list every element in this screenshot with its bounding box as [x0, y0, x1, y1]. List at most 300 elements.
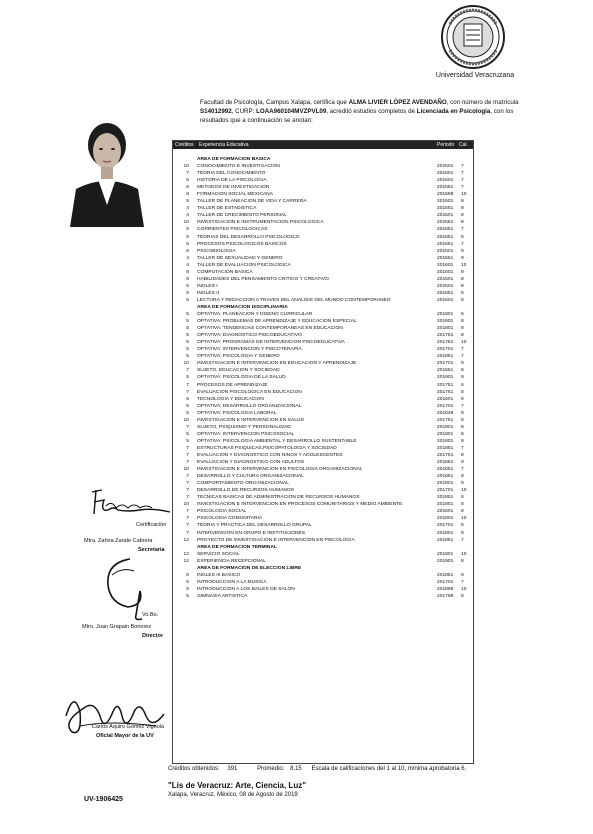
grade-cell: 9 — [461, 326, 464, 332]
table-row — [173, 424, 473, 431]
period-cell: 201501 — [437, 283, 454, 289]
table-row — [173, 318, 473, 325]
grade-cell: 7 — [461, 354, 464, 360]
grade-cell: 7 — [461, 579, 464, 585]
period-cell: 201651 — [437, 467, 454, 473]
period-cell: 201651 — [437, 474, 454, 480]
secretary-name: Mtra. Zahira Zarate Cabrera — [84, 538, 153, 544]
subject-cell: EVALUACION PSICOLOGICA EN EDUCACION — [197, 389, 302, 395]
grade-cell: 8 — [461, 213, 464, 219]
table-row — [173, 431, 473, 438]
credits-cell: 5 — [186, 410, 189, 416]
grade-cell: 8 — [461, 431, 464, 437]
subject-cell: OPTATIVA: PSICOLOGIA Y GENERO — [197, 354, 280, 360]
period-cell: 201801 — [437, 502, 454, 508]
grade-cell: 7 — [461, 178, 464, 184]
subject-cell: COMPORTAMIENTO ORGANIZACIONAL — [197, 481, 289, 487]
table-row — [173, 494, 473, 501]
table-row — [173, 480, 473, 487]
credits-cell: 12 — [183, 537, 189, 543]
period-cell: 201551 — [437, 206, 454, 212]
subject-cell: ESTRUCTURAS PSIQUICAS,PSICOPATOLOGIA Y SOCIEDAD — [197, 445, 337, 451]
grade-cell: 10 — [461, 516, 467, 522]
table-row — [173, 551, 473, 558]
table-row — [173, 417, 473, 424]
subject-cell: OPTATIVA: INTERVENCION PSICOSOCIAL — [197, 431, 295, 437]
credits-cell: 7 — [186, 474, 189, 480]
grade-cell: 9 — [461, 361, 464, 367]
grade-cell: 7 — [461, 227, 464, 233]
period-cell: 201801 — [437, 530, 454, 536]
grade-cell: 9 — [461, 460, 464, 466]
credits-cell: 5 — [186, 340, 189, 346]
table-row — [173, 367, 473, 374]
university-seal — [440, 4, 506, 70]
credits-cell: 6 — [186, 396, 189, 402]
credits-cell: 7 — [186, 368, 189, 374]
director-title: Director — [142, 633, 164, 639]
subject-cell: TALLER DE PLANEACION DE VIDA Y CARRERA — [197, 199, 307, 205]
period-cell: 201551 — [437, 234, 454, 240]
credits-cell: 4 — [186, 213, 189, 219]
grade-cell: 9 — [461, 199, 464, 205]
subject-cell: OPTATIVA: INTERVENCION Y PSICOTERAPIA — [197, 347, 302, 353]
subject-cell: INGLES II — [197, 290, 220, 296]
subject-cell: INGLES I — [197, 283, 218, 289]
grade-cell: 8 — [461, 333, 464, 339]
subject-cell: OPTATIVA: PSICOLOGIA LABORAL — [197, 410, 277, 416]
table-row — [173, 248, 473, 255]
period-cell: 201501 — [437, 199, 454, 205]
period-cell: 201801 — [437, 481, 454, 487]
table-row — [173, 198, 473, 205]
period-cell: 201501 — [437, 297, 454, 303]
table-row — [173, 332, 473, 339]
period-cell: 201701 — [437, 361, 454, 367]
credits-cell: 12 — [183, 558, 189, 564]
subject-cell: INVESTIGACION E INTERVENCION EN PSICOLOGIA ORGANIZACIONAL — [197, 467, 363, 473]
grade-cell: 8 — [461, 523, 464, 529]
grade-cell: 9 — [461, 572, 464, 578]
grade-cell: 7 — [461, 347, 464, 353]
table-row — [173, 177, 473, 184]
table-row — [173, 522, 473, 529]
table-row — [173, 353, 473, 360]
period-cell: 201588 — [437, 192, 454, 198]
table-row — [173, 269, 473, 276]
credits-cell: 7 — [186, 523, 189, 529]
table-row — [173, 452, 473, 459]
table-row — [173, 212, 473, 219]
credits-cell: 6 — [186, 227, 189, 233]
table-row — [173, 290, 473, 297]
subject-cell: GIMNASIA ARTISTICA — [197, 593, 248, 599]
table-row — [173, 403, 473, 410]
university-name: Universidad Veracruzana — [435, 72, 515, 79]
table-row — [173, 445, 473, 452]
credits-cell: 7 — [186, 452, 189, 458]
credits-cell: 5 — [186, 375, 189, 381]
credits-cell: 5 — [186, 403, 189, 409]
grade-cell: 7 — [461, 403, 464, 409]
period-cell: 201888 — [437, 586, 454, 592]
table-row — [173, 529, 473, 536]
grade-scale: Escala de calificaciones del 1 al 10, mínima aprobatoria 6. — [311, 766, 467, 772]
grade-cell: 8 — [461, 319, 464, 325]
grade-cell: 7 — [461, 467, 464, 473]
table-row — [173, 593, 473, 600]
area-heading — [173, 156, 473, 163]
director-name: Mtro. Juan Grapain Bonorez — [82, 624, 152, 630]
certification-label: Certificación — [136, 522, 167, 528]
subject-cell: PSICOLOGIA SOCIAL — [197, 509, 247, 515]
area-heading — [173, 544, 473, 551]
period-cell: 201501 — [437, 171, 454, 177]
subject-cell: SUJETO, PSIQUISMO Y PERSONALIDAD — [197, 424, 291, 430]
table-row — [173, 163, 473, 170]
subject-cell: LECTURA Y REDACCION A TRAVES DEL ANALISIS DEL MUNDO CONTEMPORANEO — [197, 297, 391, 303]
subject-cell: PROCESOS PSICOLOGICOS BASICOS — [197, 241, 287, 247]
grade-cell: 9 — [461, 248, 464, 254]
subject-cell: INTERVENCION EN GRUPO E INSTITUCIONES — [197, 530, 306, 536]
table-row — [173, 410, 473, 417]
grade-cell: 8 — [461, 276, 464, 282]
student-name: ALMA LIVIER LÓPEZ AVENDAÑO — [348, 99, 447, 106]
credits-cell: 10 — [183, 417, 189, 423]
curp: LOAA960104MVZPVL09 — [256, 108, 327, 115]
period-cell: 201551 — [437, 241, 454, 247]
table-row — [173, 241, 473, 248]
average-value: 8.15 — [290, 766, 302, 772]
subject-cell: TALLER DE ESTADISTICA — [197, 206, 257, 212]
grade-cell: 6 — [461, 382, 464, 388]
period-cell: 201651 — [437, 460, 454, 466]
table-row — [173, 255, 473, 262]
period-cell: 201551 — [437, 290, 454, 296]
document-code: UV-1906425 — [84, 796, 123, 803]
table-row — [173, 226, 473, 233]
grade-cell: 10 — [461, 586, 467, 592]
subject-cell: TEORIAS DEL DESARROLLO PSICOLOGICO — [197, 234, 300, 240]
grade-cell: 8 — [461, 452, 464, 458]
period-cell: 201751 — [437, 389, 454, 395]
subject-cell: INVESTIGACION E INSTRUMENTACION PSICOLOGICA — [197, 220, 324, 226]
period-cell: 201551 — [437, 227, 454, 233]
table-row — [173, 473, 473, 480]
grade-cell: 10 — [461, 551, 467, 557]
credits-cell: 5 — [186, 312, 189, 318]
grade-cell: 8 — [461, 389, 464, 395]
vobo-label: Vo.Bo. — [142, 612, 159, 618]
table-row — [173, 219, 473, 226]
table-row — [173, 579, 473, 586]
subject-cell: OPTATIVA: PLANEACION Y DISEÑO CURRICULAR — [197, 312, 313, 318]
table-row — [173, 297, 473, 304]
credits-cell: 6 — [186, 283, 189, 289]
subject-cell: SUJETO, EDUCACION Y SOCIEDAD — [197, 368, 280, 374]
grade-cell: 8 — [461, 502, 464, 508]
credits-cell: 7 — [186, 460, 189, 466]
subject-cell: PROCESOS DE APRENDIZAJE — [197, 382, 268, 388]
period-cell: 201751 — [437, 382, 454, 388]
credits-cell: 7 — [186, 530, 189, 536]
grade-cell: 8 — [461, 297, 464, 303]
grade-cell: 10 — [461, 192, 467, 198]
table-row — [173, 205, 473, 212]
credits-cell: 10 — [183, 467, 189, 473]
table-row — [173, 170, 473, 177]
grade-cell: 6 — [461, 495, 464, 501]
grade-cell: 7 — [461, 537, 464, 543]
grade-cell: 7 — [461, 241, 464, 247]
area-heading — [173, 304, 473, 311]
period-cell: 201701 — [437, 403, 454, 409]
subject-cell: OPTATIVA: PSICOLOGIA DE LA SALUD — [197, 375, 286, 381]
period-cell: 201788 — [437, 593, 454, 599]
subject-cell: OPTATIVA: PROBLEMAS DE APRENDIZAJE Y EDUCACION ESPECIAL — [197, 319, 357, 325]
subject-cell: AREA DE FORMACION DE ELECCION LIBRE — [197, 565, 302, 571]
credits-cell: 6 — [186, 234, 189, 240]
period-cell: 201851 — [437, 495, 454, 501]
grade-cell: 10 — [461, 340, 467, 346]
subject-cell: INGLES III BASICO — [197, 572, 241, 578]
credits-cell: 7 — [186, 509, 189, 515]
subject-cell: EVALUACION Y DIAGNOSTICO CON NIÑOS Y ADOLESCENTES — [197, 452, 343, 458]
period-cell: 201801 — [437, 438, 454, 444]
table-row — [173, 558, 473, 565]
credits-cell: 12 — [183, 551, 189, 557]
credits-cell: 5 — [186, 438, 189, 444]
table-row — [173, 466, 473, 473]
period-cell: 201751 — [437, 452, 454, 458]
oficial-name: Carlos Aquiro Gómez Vignola — [92, 724, 165, 730]
subject-cell: CORRIENTES PSICOLOGICAS — [197, 227, 268, 233]
credits-cell: 4 — [186, 206, 189, 212]
table-row — [173, 508, 473, 515]
grade-cell: 8 — [461, 290, 464, 296]
period-cell: 201851 — [437, 445, 454, 451]
subject-cell: TALLER DE EVALUACION PSICOLOGICA — [197, 262, 291, 268]
grade-cell: 8 — [461, 220, 464, 226]
period-cell: 201701 — [437, 523, 454, 529]
place-date: Xalapa, Veracruz, México, 08 de Agosto de 2019 — [168, 792, 298, 798]
period-cell: 201551 — [437, 220, 454, 226]
period-cell: 201851 — [437, 572, 454, 578]
subject-cell: FORMACION SOCIAL MEXICANA — [197, 192, 273, 198]
credits-cell: 10 — [183, 502, 189, 508]
subject-cell: TECNOLOGIA Y EDUCACION — [197, 396, 264, 402]
credits-cell: 7 — [186, 424, 189, 430]
credits-value: 391 — [227, 766, 238, 772]
credits-summary: Créditos obtenidos: 391 Promedio: 8.15 Escala de calificaciones del 1 al 10, mínima aprobatoria 6. — [168, 766, 467, 772]
credits-cell: 8 — [186, 192, 189, 198]
period-cell: 201601 — [437, 262, 454, 268]
table-row — [173, 374, 473, 381]
subject-cell: PROYECTO DE INVESTIGACION E INTERVENCION EN PSICOLOGIA — [197, 537, 355, 543]
credits-cell: 5 — [186, 333, 189, 339]
table-row — [173, 572, 473, 579]
credits-cell: 7 — [186, 488, 189, 494]
grade-cell: 9 — [461, 396, 464, 402]
subject-cell: DESARROLLO Y CULTURA ORGANIZACIONAL — [197, 474, 304, 480]
table-row — [173, 339, 473, 346]
table-row — [173, 396, 473, 403]
credits-cell: 7 — [186, 382, 189, 388]
credits-cell: 7 — [186, 481, 189, 487]
grade-cell: 7 — [461, 171, 464, 177]
oficial-title: Oficial Mayor de la UV — [96, 733, 154, 739]
table-row — [173, 184, 473, 191]
credits-cell: 7 — [186, 495, 189, 501]
credits-cell: 5 — [186, 326, 189, 332]
table-row — [173, 382, 473, 389]
table-row — [173, 276, 473, 283]
grade-cell: 9 — [461, 375, 464, 381]
period-cell: 201501 — [437, 178, 454, 184]
subject-cell: INVESTIGACION E INTERVENCION EN PROCESOS COMUNITARIOS Y MEDIO AMBIENTE — [197, 502, 403, 508]
period-cell: 201601 — [437, 269, 454, 275]
period-cell: 201701 — [437, 579, 454, 585]
subject-cell: DESARROLLO DE RECURSOS HUMANOS — [197, 488, 295, 494]
motto: "Lis de Veracruz: Arte, Ciencia, Luz" — [168, 781, 306, 790]
grade-cell: 9 — [461, 269, 464, 275]
grade-cell: 9 — [461, 410, 464, 416]
grade-cell: 8 — [461, 283, 464, 289]
period-cell: 201901 — [437, 431, 454, 437]
credits-cell: 6 — [186, 178, 189, 184]
credits-cell: 5 — [186, 354, 189, 360]
subject-cell: HABILIDADES DEL PENSAMIENTO CRITICO Y CREATIVO — [197, 276, 329, 282]
period-cell: 201601 — [437, 509, 454, 515]
credits-cell: 6 — [186, 579, 189, 585]
subject-cell: INTRODUCCION A LOS BAILES DE SALON — [197, 586, 295, 592]
grade-cell: 7 — [461, 445, 464, 451]
credits-cell: 6 — [186, 297, 189, 303]
subject-cell: EVALUACION Y DIAGNOSTICO CON ADULTOS — [197, 460, 305, 466]
credits-cell: 7 — [186, 389, 189, 395]
subject-cell: OPTATIVA: DESARROLLO ORGANIZACIONAL — [197, 403, 302, 409]
grade-cell: 6 — [461, 312, 464, 318]
subject-cell: OPTATIVA: PROGRAMAS DE INTERVENCION PSICOEDUCATIVA — [197, 340, 345, 346]
credits-cell: 10 — [183, 164, 189, 170]
period-cell: 201901 — [437, 551, 454, 557]
credits-cell: 7 — [186, 516, 189, 522]
credits-cell: 6 — [186, 241, 189, 247]
table-row — [173, 515, 473, 522]
table-row — [173, 360, 473, 367]
grade-cell: 8 — [461, 424, 464, 430]
table-row — [173, 262, 473, 269]
table-row — [173, 537, 473, 544]
period-cell: 201551 — [437, 255, 454, 261]
grade-cell: 10 — [461, 262, 467, 268]
grade-cell: 9 — [461, 530, 464, 536]
period-cell: 201501 — [437, 213, 454, 219]
degree: Licenciada en Psicología — [416, 108, 491, 115]
grade-cell: 9 — [461, 438, 464, 444]
subject-cell: TALLER DE SEXUALIDAD Y GENERO — [197, 255, 283, 261]
table-row — [173, 438, 473, 445]
grade-cell: 8 — [461, 206, 464, 212]
period-cell: 201851 — [437, 354, 454, 360]
student-photo — [62, 115, 152, 227]
credits-cell: 7 — [186, 171, 189, 177]
subject-cell: INVESTIGACION E INTERVENCION EN EDUCACION Y APRENDIZAJE — [197, 361, 357, 367]
grade-cell: 8 — [461, 593, 464, 599]
table-row — [173, 191, 473, 198]
grade-cell: 8 — [461, 234, 464, 240]
table-header: Créditos Experiencia Educativa Periodo Cal. — [173, 141, 473, 149]
grades-table — [172, 140, 474, 764]
certification-signature — [88, 486, 174, 520]
subject-cell: TEORIA DEL CONOCIMIENTO — [197, 171, 266, 177]
grade-cell: 7 — [461, 164, 464, 170]
subject-cell: AREA DE FORMACION DISCIPLINARIA — [197, 305, 288, 310]
subject-cell: OPTATIVA: PSICOLOGIA AMBIENTAL Y DESARROLLO SUSTENTABLE — [197, 438, 357, 444]
certification-intro: Facultad de Psicología, Campus Xalapa, certifica que ALMA LIVIER LÓPEZ AVENDAÑO, con número de matrícula S14012992, CURP: LOAA960104MVZPVL09, acreditó estudios completos de Licenciada en Psicología, con los resultados que a continuación se anotan: — [200, 99, 519, 124]
table-row — [173, 311, 473, 318]
table-row — [173, 346, 473, 353]
credits-cell: 7 — [186, 445, 189, 451]
table-row — [173, 325, 473, 332]
period-cell: 201801 — [437, 516, 454, 522]
subject-cell: PSICOLOGIA COMUNITARIA — [197, 516, 263, 522]
credits-cell: 5 — [186, 347, 189, 353]
subject-cell: HISTORIA DE LA PSICOLOGIA — [197, 178, 267, 184]
credits-cell: 6 — [186, 586, 189, 592]
subject-cell: OPTATIVA: DIAGNOSTICO PSICOEDUCATIVO — [197, 333, 302, 339]
table-row — [173, 586, 473, 593]
subject-cell: PSICOBIOLOGIA — [197, 248, 236, 254]
period-cell: 201901 — [437, 319, 454, 325]
period-cell: 201501 — [437, 248, 454, 254]
subject-cell: EXPERIENCIA RECEPCIONAL — [197, 558, 267, 564]
period-cell: 201648 — [437, 410, 454, 416]
period-cell: 201901 — [437, 558, 454, 564]
subject-cell: TEORIA Y PRACTICA DEL DESARROLLO GRUPAL — [197, 523, 312, 529]
credits-cell: 6 — [186, 290, 189, 296]
credits-cell: 6 — [186, 269, 189, 275]
grade-cell: 8 — [461, 558, 464, 564]
period-cell: 201601 — [437, 396, 454, 402]
table-row — [173, 487, 473, 494]
credits-cell: 5 — [186, 593, 189, 599]
period-cell: 201501 — [437, 164, 454, 170]
subject-cell: COMPUTACION BASICA — [197, 269, 253, 275]
grade-cell: 8 — [461, 368, 464, 374]
grade-cell: 10 — [461, 488, 467, 494]
period-cell: 201701 — [437, 347, 454, 353]
matricula: S14012992 — [200, 108, 232, 115]
credits-cell: 6 — [186, 248, 189, 254]
subject-cell: OPTATIVA: TENDENCIAS CONTEMPORANEAS EN EDUCACION — [197, 326, 343, 332]
period-cell: 201751 — [437, 340, 454, 346]
period-cell: 201901 — [437, 375, 454, 381]
subject-cell: AREA DE FORMACION BASICA — [197, 157, 271, 163]
credits-cell: 4 — [186, 262, 189, 268]
grade-cell: 9 — [461, 255, 464, 261]
table-row — [173, 501, 473, 508]
credits-cell: 4 — [186, 255, 189, 261]
credits-cell: 10 — [183, 220, 189, 226]
credits-cell: 10 — [183, 361, 189, 367]
area-heading — [173, 565, 473, 572]
subject-cell: TALLER DE CRECIMIENTO PERSONAL — [197, 213, 287, 219]
subject-cell: INTRODUCCION A LA MUSICA — [197, 579, 267, 585]
period-cell: 201651 — [437, 368, 454, 374]
subject-cell: METODOS DE INVESTIGACION — [197, 185, 270, 191]
period-cell: 201901 — [437, 312, 454, 318]
